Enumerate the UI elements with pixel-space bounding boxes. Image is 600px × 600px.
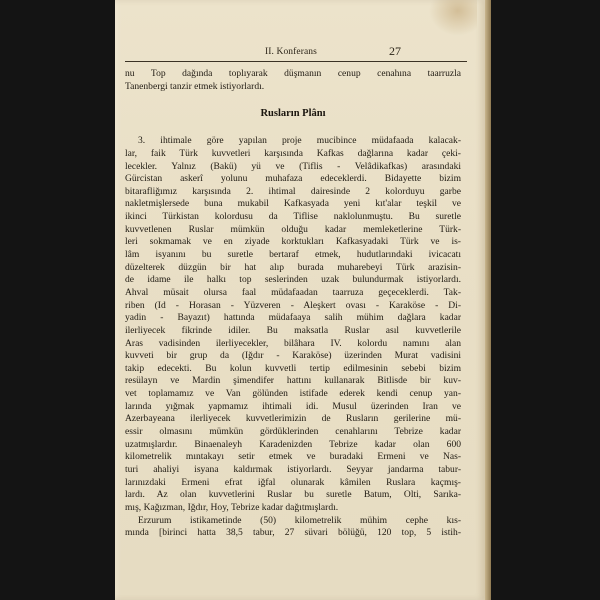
page-edge	[485, 0, 491, 600]
text-line: resülayn ve Mardin şimendifer hattını kullanarak Bitlisde bir kuv-	[125, 375, 461, 387]
text-line: lardı. Az olan kuvvetlerini Ruslar bu suretle Batum, Olti, Sarıka-	[125, 489, 461, 501]
text-line: ilerliyecek fikrinde idiler. Bu maksatla Ruslar asıl kuvvetlerile	[125, 324, 461, 336]
text-line: mış, Kağızman, Iğdır, Hoy, Tebrize kadar dağıtmışlardı.	[125, 501, 339, 513]
page-number: 27	[389, 44, 401, 58]
text-line: turi ahaliyi isyana kaldırmak istiyorlardı. Seyyar jandarma tabur-	[125, 463, 461, 475]
text-line: nakletmişlersede buna mukabil Kafkasyada yeni kıt'alar teşkil ve	[125, 198, 461, 210]
text-line: lâm isyanını bu suretle bertaraf etmek, hudutlarındaki ivicacatı	[125, 249, 461, 261]
text-line: takip edecekti. Bu kolun kuvvetli tertip edilmesinin sebebi bizim	[125, 362, 461, 374]
text-line: riben (Id - Horasan - Yüzveren - Aleşkert ovası - Karaköse - Di-	[125, 299, 461, 311]
text-line: de idame ile halkı top seslerinden uzak bulundurmak istiyorlardı.	[125, 274, 461, 286]
text-line: yadin - Bayazıt) hattında müdafaaya salih mühim dağlara kadar	[125, 312, 461, 324]
section-heading: Rusların Plânı	[260, 108, 326, 120]
text-line: düzelterek düzgün bir hat alıp burada muharebeyi Türk arazisin-	[125, 261, 461, 273]
text-line: larında yığmak yapmamız ihtimali idi. Musul üzerinden Iran ve	[125, 400, 461, 412]
header-rule	[125, 61, 467, 62]
text-line: Erzurum istikametinde (50) kilometrelik mühim cephe kıs-	[138, 514, 461, 526]
text-line: lecekler. Yalnız (Bakü) yü ve (Tiflis - Velâdikafkas) arasındaki	[125, 160, 461, 172]
text-line: mında [birinci hatta 38,5 tabur, 27 süvari bölüğü, 120 top, 5 istih-	[125, 527, 461, 539]
text-line: Aras vadisinden ilerliyecekler, bilâhara IV. kolordu namını alan	[125, 337, 461, 349]
text-line: kuvvetlenen Ruslar mümkün olduğu kadar memleketlerine Türk-	[125, 223, 461, 235]
text-line: kilometrelik mıntakayı setir etmek ve buradaki Ermeni ve Nas-	[125, 451, 461, 463]
running-head	[115, 46, 485, 60]
text-line: vet toplamamız ve Van gölünden istifade ederek kendi cenup yan-	[125, 388, 461, 400]
text-line: Tanenbergi tanzir etmek istiyorlardı.	[125, 80, 265, 92]
text-line: nu Top dağında toplıyarak düşmanın cenup cenahına taarruzla	[125, 68, 461, 79]
paragraph-1	[125, 135, 461, 514]
text-line: uzatmışlardır. Binaenaleyh Karadenizden Tebrize kadar olan 600	[125, 438, 461, 450]
text-line: kuvveti bir grup da (Iğdır - Karaköse) üzerinden Murat vadisini	[125, 350, 461, 362]
text-line: ikinci Türkistan kolordusu da Tiflise naklolunmuştu. Bu suretle	[125, 211, 461, 223]
intro-paragraph	[125, 68, 461, 93]
text-line: Ahval müsait olursa faal müdafaadan taarruza geçeceklerdi. Tak-	[125, 286, 461, 298]
running-title: II. Konferans	[265, 47, 317, 57]
text-line: 3. ihtimale göre yapılan proje mucibince müdafaada kalacak-	[138, 135, 461, 147]
text-line: lar, faik Türk kuvvetleri karşısında Kafkas dağlarına kadar çeki-	[125, 147, 461, 159]
text-line: Gürcistan askerî yolunu muhafaza edeceklerdi. Bidayette bizim	[125, 173, 461, 185]
text-line: larınızdaki Ermeni efrat iğfal olunarak kâmilen Ruslara kaçmış-	[125, 476, 461, 488]
book-page	[115, 0, 485, 600]
text-line: bitarafliğımız karşısında 2. ihtimal dairesinde 2 kolorduyu garbe	[125, 185, 461, 197]
text-line: essir olmasını mümkün gördüklerinden cenahlarını Tebrize kadar	[125, 426, 461, 438]
page-stain	[429, 0, 477, 36]
paragraph-2	[125, 515, 461, 540]
text-line: Azerbayeana ilerliyecek kuvvetlerimizin de Rusların gerilerine mü-	[125, 413, 461, 425]
body-text	[125, 68, 461, 540]
text-line: leri sokmamak ve en ziyade korktukları Kafkasyadaki Türk ve is-	[125, 236, 461, 248]
